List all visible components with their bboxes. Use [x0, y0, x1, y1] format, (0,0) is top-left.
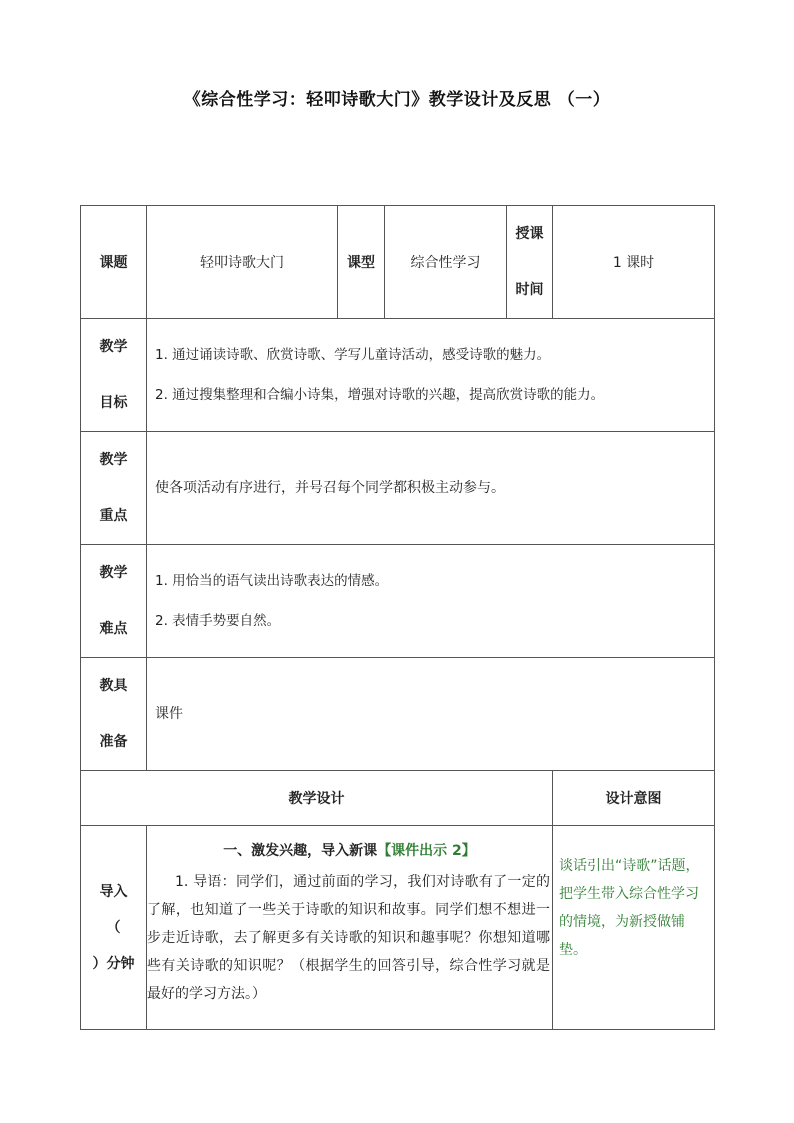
goals-content: [147, 319, 715, 432]
intro-label: [81, 826, 147, 1030]
materials-content: 课件: [147, 658, 715, 771]
document-title: 《综合性学习：轻叩诗歌大门》教学设计及反思 （一）: [183, 90, 611, 110]
intro-label-line-2: （: [106, 919, 121, 936]
materials-label-line-2: 准备: [99, 734, 128, 750]
focus-label-line-1: 教学: [99, 452, 128, 468]
design-header-row: [81, 771, 715, 826]
time-label-line-2: 时间: [515, 282, 544, 298]
intent-column-header: 设计意图: [553, 771, 715, 826]
goals-label-line-1: 教学: [99, 339, 128, 355]
intro-row: [81, 826, 715, 1030]
focus-row: [81, 432, 715, 545]
difficulty-label: [81, 545, 147, 658]
topic-label: 课题: [81, 206, 147, 319]
intro-intent: 谈话引出“诗歌”话题，把学生带入综合性学习的情境，为新授做铺垫。: [553, 826, 715, 1030]
materials-label-line-1: 教具: [99, 678, 128, 694]
difficulty-item: 2. 表情手势要自然。: [155, 613, 281, 629]
materials-row: [81, 658, 715, 771]
type-value: 综合性学习: [385, 206, 507, 319]
type-label: 课型: [338, 206, 385, 319]
difficulty-label-line-2: 难点: [99, 621, 128, 637]
intro-label-line-3: ）分钟: [92, 955, 135, 972]
header-row: [81, 206, 715, 319]
goal-item: 1. 通过诵读诗歌、欣赏诗歌、学写儿童诗活动，感受诗歌的魅力。: [155, 347, 551, 363]
courseware-tag: 【课件出示 2】: [377, 843, 476, 859]
materials-label: [81, 658, 147, 771]
design-column-header: 教学设计: [81, 771, 553, 826]
focus-label: [81, 432, 147, 545]
focus-content: 使各项活动有序进行，并号召每个同学都积极主动参与。: [147, 432, 715, 545]
intro-heading: [147, 834, 552, 868]
lesson-plan-table: [80, 205, 715, 1030]
difficulty-label-line-1: 教学: [99, 565, 128, 581]
goals-row: [81, 319, 715, 432]
focus-label-line-2: 重点: [99, 508, 128, 524]
difficulty-content: [147, 545, 715, 658]
difficulty-row: [81, 545, 715, 658]
goal-item: 2. 通过搜集整理和合编小诗集，增强对诗歌的兴趣，提高欣赏诗歌的能力。: [155, 387, 605, 403]
goals-label-line-2: 目标: [99, 395, 128, 411]
intro-heading-text: 一、激发兴趣，导入新课: [223, 843, 378, 859]
difficulty-item: 1. 用恰当的语气读出诗歌表达的情感。: [155, 573, 389, 589]
topic-value: 轻叩诗歌大门: [147, 206, 338, 319]
intro-content: [147, 826, 553, 1030]
time-label-line-1: 授课: [515, 226, 544, 242]
intro-paragraph: 1. 导语：同学们，通过前面的学习，我们对诗歌有了一定的了解，也知道了一些关于诗歌的知识和故事。同学们想不想进一步走近诗歌，去了解更多有关诗歌的知识和趣事呢？你想知道哪些有关诗歌的知识呢？（根据学生的回答引导，综合性学习就是最好的学习方法。）: [147, 874, 550, 1002]
time-label: [507, 206, 553, 319]
time-value: 1 课时: [553, 206, 715, 319]
intro-label-line-1: 导入: [99, 883, 128, 900]
goals-label: [81, 319, 147, 432]
